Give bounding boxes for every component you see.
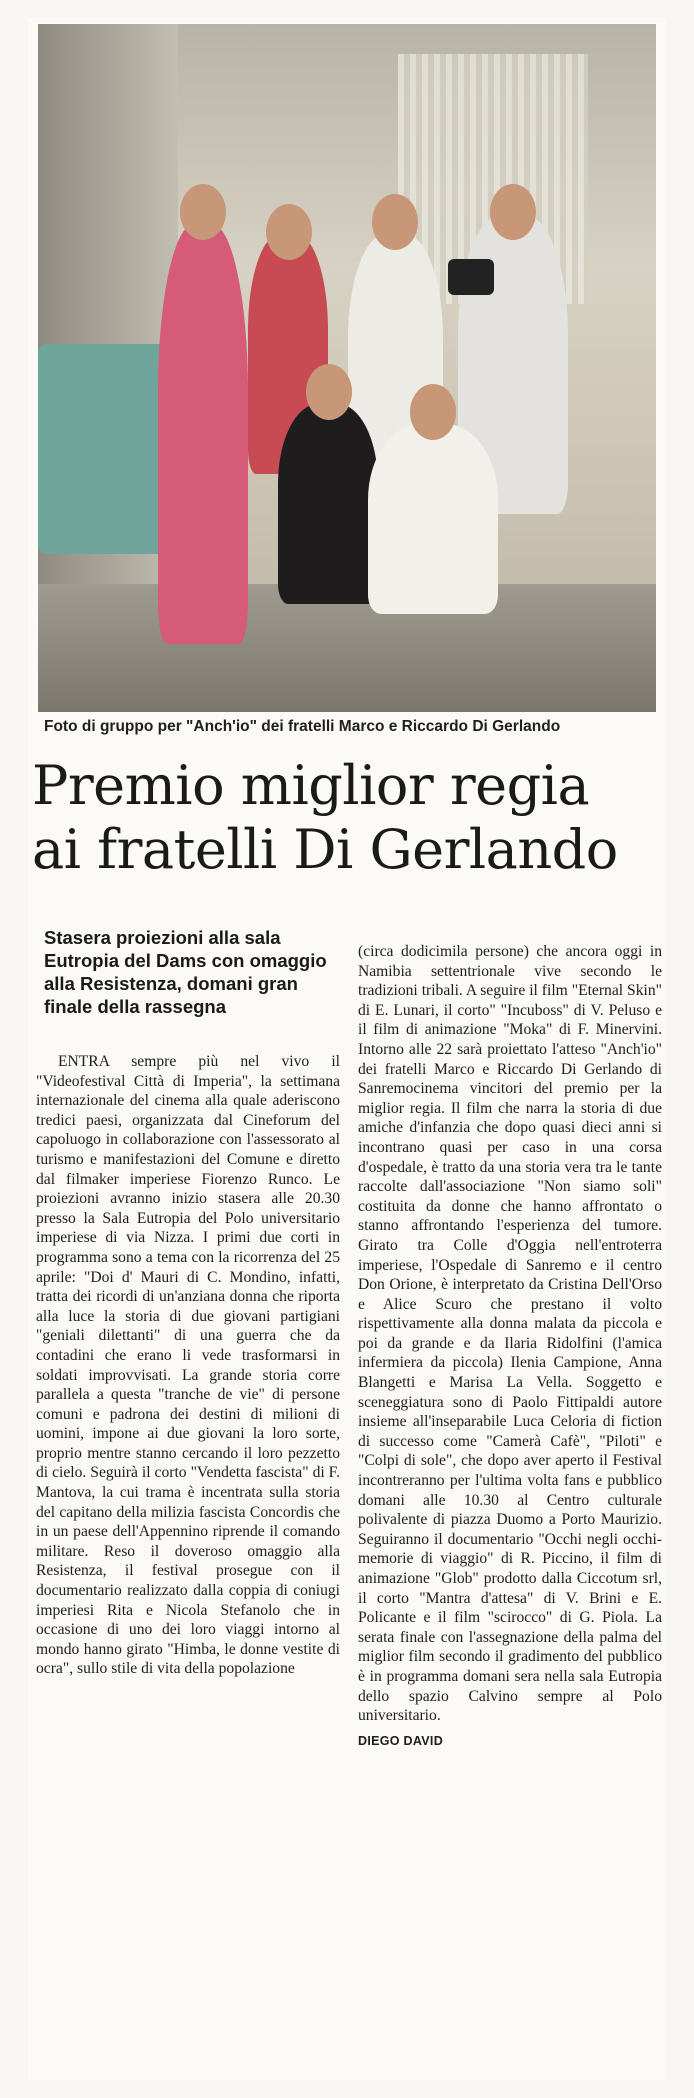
photo-person [278, 404, 378, 604]
headline-line-1: Premio miglior regia [32, 754, 590, 817]
photo-caption: Foto di gruppo per "Anch'io" dei fratelli Marco e Riccardo Di Gerlando [44, 718, 561, 735]
article-column-right [358, 942, 662, 1751]
photo-person [158, 224, 248, 644]
article-headline [32, 754, 662, 882]
group-photo [38, 24, 656, 712]
headline-line-2: ai fratelli Di Gerlando [32, 818, 618, 881]
photo-face [372, 194, 418, 250]
photo-person [368, 424, 498, 614]
article-summary: Stasera proiezioni alla sala Eutropia del Dams con omaggio alla Resistenza, domani gran finale della rassegna [44, 927, 327, 1017]
article-author: DIEGO DAVID [358, 1733, 444, 1748]
photo-face [410, 384, 456, 440]
article-column-left [36, 926, 340, 1679]
camera-icon [448, 259, 494, 295]
photo-face [490, 184, 536, 240]
photo-face [180, 184, 226, 240]
article-body-right: (circa dodicimila persone) che ancora oggi in Namibia settentrionale vive secondo le tradizioni tribali. A seguire il film "Eternal Skin" di E. Lunari, il corto" "Incuboss" di V. Peluso e il film di animazione "Moka" di F. Minervini. Intorno alle 22 sarà proiettato l'atteso "Anch'io" dei fratelli Marco e Riccardo Di Gerlando di Sanremocinema vincitori del premio per la miglior regia. Il film che narra la storia di due amiche d'infanzia che dopo quasi dieci anni si incontrano quasi per caso in una corsa d'ospedale, è tratto da una storia vera tra le tante raccolte dall'associazione "Non siamo soli" costituita da donne che hanno affrontato o stanno affrontando l'esperienza del tumore. Girato tra Colle d'Oggia nell'entroterra imperiese, l'Ospedale di Sanremo e il centro Don Orione, è interpretato da Cristina Dell'Orso e Alice Scuro che prestano il volto rispettivamente alla donna malata da piccola e poi da grande e da Ilaria Ridolfini (l'amica infermiera da piccola) Ilenia Campione, Anna Blangetti e Marisa La Vella. Soggetto e sceneggiatura sono di Paolo Fittipaldi autore insieme all'inseparabile Luca Celoria di fiction di successo come "Camerà Cafè", "Piloti" e "Colpi di sole", che dopo aver aperto il Festival incontreranno per l'ultima volta fans e pubblico domani alle 10.30 al Centro culturale polivalente di piazza Duomo a Porto Maurizio. Seguiranno il documentario "Occhi negli occhi-memorie di viaggio" di R. Piccino, il film di animazione "Glob" prodotto dalla Ciccotum srl, il corto "Mantra d'attesa" di V. Brini e E. Policante e il film "scirocco" di G. Piola. La serata finale con l'assegnazione della palma del miglior film secondo il gradimento del pubblico è in programma domani sera nella sala Eutropia dello spazio Calvino sempre al Polo universitario. [358, 943, 662, 1725]
photo-face [306, 364, 352, 420]
newspaper-clipping [28, 18, 666, 2080]
photo-face [266, 204, 312, 260]
article-body-left: ENTRA sempre più nel vivo il "Videofestival Città di Imperia", la settimana internazionale del cinema alla quale aderiscono tredici paesi, organizzata dal Cineforum del capoluogo in collaborazione con l'assessorato al turismo e manifestazioni del Comune e diretto dal filmaker imperiese Fiorenzo Runco. Le proiezioni avranno inizio stasera alle 20.30 presso la Sala Eutropia del Polo universitario imperiese di via Nizza. I primi due corti in programma sono a tema con la ricorrenza del 25 aprile: "Doi d' Mauri di C. Mondino, infatti, tratta dei ricordi di un'anziana donna che riporta alla luce la storia di due giovani partigiani "geniali dilettanti" di una guerra che da contadini che erano li vede trasformarsi in soldati improvvisati. La grande storia corre parallela a questa "tranche de vie" di persone comuni e padrona dei destini di milioni di uomini, impone ai due giovani la loro sorte, proprio mentre stanno cercando il loro pezzetto di cielo. Seguirà il corto "Vendetta fascista" di F. Mantova, la cui trama è incentrata sulla storia del capitano della milizia fascista Concordis che in un paese dell'Appennino riprende il comando militare. Reso il doveroso omaggio alla Resistenza, il festival prosegue con il documentario realizzato dalla coppia di coniugi imperiesi Rita e Nicola Stefanolo che in occasione di uno dei loro viaggi intorno al mondo hanno girato "Himba, le donne vestite di ocra", sullo stile di vita della popolazione [36, 1053, 340, 1678]
